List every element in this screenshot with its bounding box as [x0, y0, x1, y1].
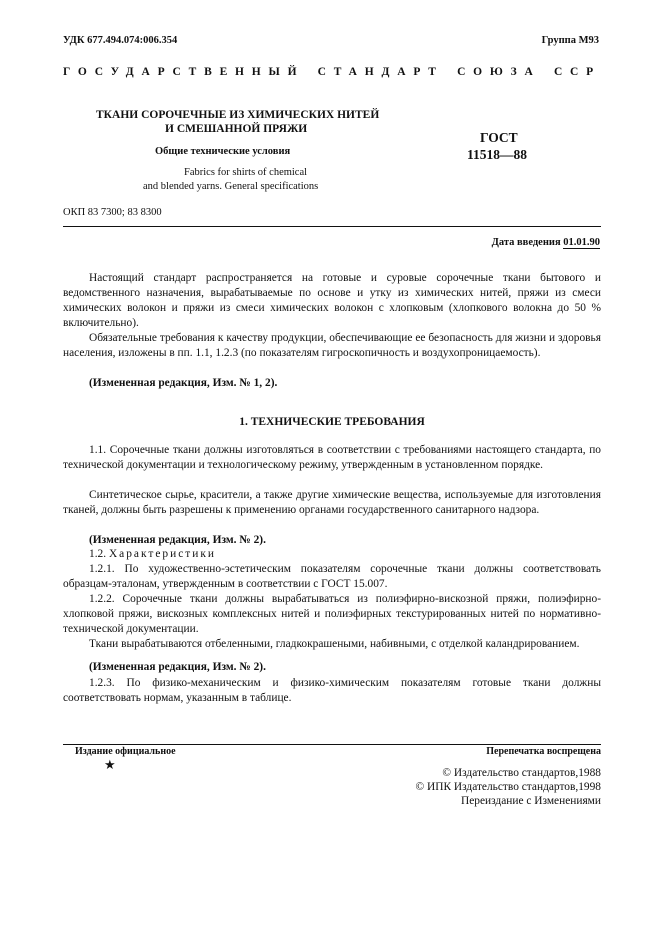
- introduction-date-label: Дата введения: [491, 237, 561, 248]
- clause-1-2-2-continued: Ткани вырабатываются отбеленными, гладкокрашеными, набивными, с отделкой каландрированием.: [89, 638, 580, 650]
- okp-code: ОКП 83 7300; 83 8300: [63, 207, 162, 218]
- clause-1-2-title: Характеристики: [108, 548, 216, 560]
- udk-code: УДК 677.494.074:006.354: [63, 35, 178, 46]
- official-edition: Издание официальное: [75, 746, 176, 757]
- reissue-note: Переиздание с Изменениями: [461, 795, 601, 807]
- gost-number: 11518—88: [467, 147, 528, 162]
- introduction-date: [492, 237, 600, 248]
- copyright-1998: © ИПК Издательство стандартов,1998: [415, 781, 601, 793]
- clause-1-2-1: 1.2.1. По художественно-эстетическим показателям сорочечные ткани должны соответствовать образцам-эталонам, утвержденным в соответствии с ГОСТ 15.007.: [63, 563, 601, 590]
- clause-1-2-number: 1.2.: [89, 548, 107, 560]
- title-line-1: ТКАНИ СОРОЧЕЧНЫЕ ИЗ ХИМИЧЕСКИХ НИТЕЙ: [96, 109, 380, 121]
- intro-paragraph-2: Обязательные требования к качеству продукции, обеспечивающие ее безопасность для жизни и здоровья населения, изложены в пп. 1.1, 1.2.3 (по показателям гигроскопичность и воздухопроницаемость).: [63, 332, 601, 359]
- introduction-date-value: 01.01.90: [563, 237, 600, 248]
- clause-1-2-2: 1.2.2. Сорочечные ткани должны вырабатываться из полиэфирно-вискозной пряжи, полиэфирно-хлопковой пряжи, вискозных комплексных нитей и полиэфирных текстурированных нитей по нормативно-технической документации.: [63, 593, 601, 635]
- title-line-2: И СМЕШАННОЙ ПРЯЖИ: [165, 123, 308, 135]
- copyright-1988: © Издательство стандартов,1988: [442, 767, 601, 779]
- clause-1-1-continued: Синтетическое сырье, красители, а также другие химические вещества, используемые для изготовления тканей, должны быть разрешены к применению органами государственного санитарного надзора.: [63, 489, 601, 516]
- clause-1-2-3: 1.2.3. По физико-механическим и физико-химическим показателям готовые ткани должны соответствовать нормам, указанным в таблице.: [63, 677, 601, 704]
- section-heading: 1. ТЕХНИЧЕСКИЕ ТРЕБОВАНИЯ: [239, 416, 425, 428]
- star-icon: ★: [104, 757, 116, 772]
- intro-amendment: (Измененная редакция, Изм. № 1, 2).: [89, 377, 278, 389]
- footer-rule: [63, 744, 601, 745]
- clause-1-1-amendment: (Измененная редакция, Изм. № 2).: [89, 534, 266, 546]
- gost-label: ГОСТ: [480, 130, 518, 145]
- english-title-line-2: and blended yarns. General specifications: [143, 181, 319, 192]
- english-title-line-1: Fabrics for shirts of chemical: [184, 167, 308, 178]
- subtitle: Общие технические условия: [155, 146, 291, 157]
- state-standard-banner: ГОСУДАРСТВЕННЫЙ СТАНДАРТ СОЮЗА ССР: [63, 66, 601, 78]
- intro-paragraph-1: Настоящий стандарт распространяется на готовые и суровые сорочечные ткани бытового и ведомственного назначения, вырабатываемые по основе и утку из химических нитей, пряжи из смеси химических волокон и пряжи из смеси химических волокон с хлопковым (хлопкового волокна до 50 % включительно).: [63, 272, 601, 329]
- group-code: Группа М93: [541, 35, 599, 46]
- clause-1-2-2-amendment: (Измененная редакция, Изм. № 2).: [89, 661, 266, 673]
- clause-1-1: 1.1. Сорочечные ткани должны изготовляться в соответствии с требованиями настоящего стандарта, по технической документации и технологическому режиму, утвержденным в установленном порядке.: [63, 444, 601, 471]
- clause-1-2: [63, 547, 601, 562]
- reprint-prohibited: Перепечатка воспрещена: [486, 746, 601, 757]
- header-rule: [63, 226, 601, 227]
